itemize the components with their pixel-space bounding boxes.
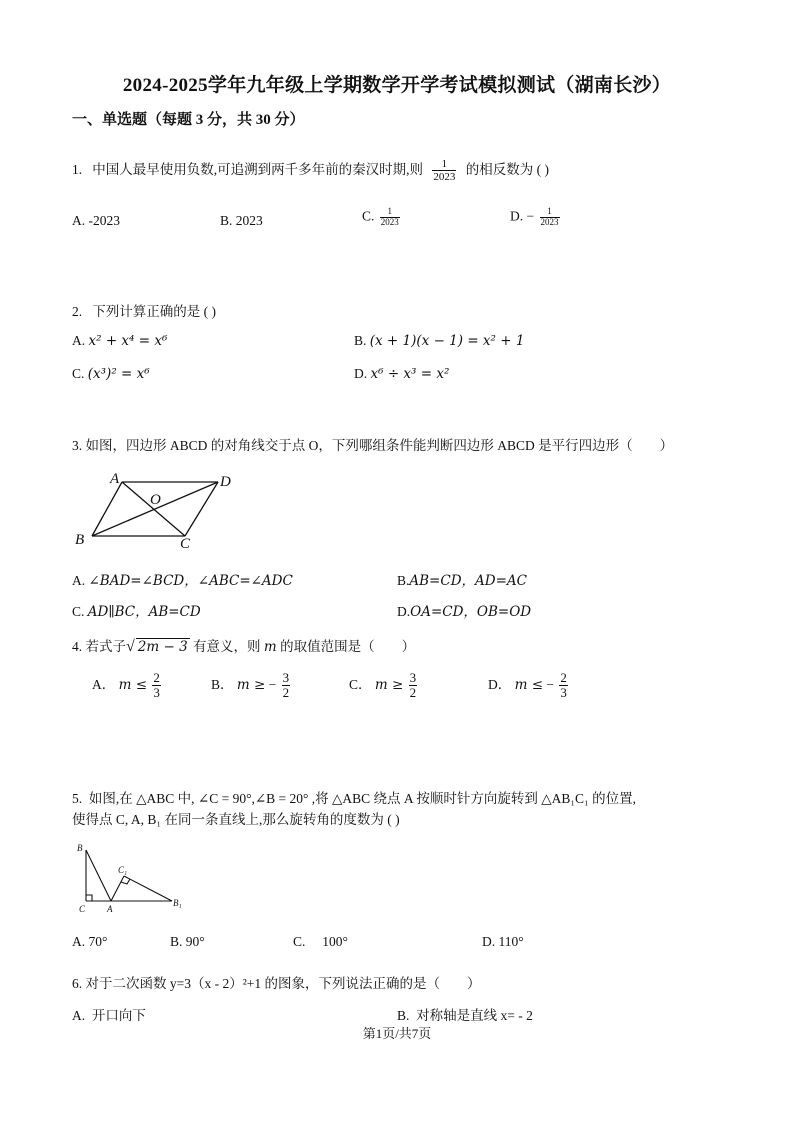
q1-frac-den: 2023 <box>433 171 456 184</box>
option-label: B． <box>211 676 234 692</box>
frac-num: 1 <box>540 207 560 218</box>
frac-den: 3 <box>560 685 567 701</box>
option-value: -2023 <box>88 213 120 228</box>
question-6 <box>72 972 481 992</box>
frac-den: 2023 <box>540 216 559 227</box>
option-label: A． <box>92 676 116 692</box>
option-value: 100° <box>322 934 348 949</box>
label-c1: C₁ <box>118 865 128 875</box>
edge-ab <box>86 850 111 901</box>
q1-option-c[interactable] <box>362 207 402 228</box>
option-label: C. <box>72 604 85 619</box>
q1-fraction <box>432 158 456 183</box>
option-sign: − <box>546 676 555 692</box>
page-number: 第1页/共7页 <box>362 1026 432 1041</box>
option-label: C. <box>72 366 85 381</box>
frac-num: 1 <box>380 207 400 218</box>
option-text: ∠BAD=∠BCD，∠ABC=∠ADC <box>88 573 293 589</box>
edge-cd <box>185 482 218 536</box>
edge-c1b1 <box>124 876 172 901</box>
q3-parallelogram-figure <box>70 466 245 551</box>
frac-num: 2 <box>560 670 567 685</box>
q4-option-a[interactable] <box>92 671 163 701</box>
q6-option-a[interactable] <box>72 1004 146 1024</box>
option-label: B. <box>220 213 233 228</box>
q3-number: 3. <box>72 438 83 453</box>
option-fraction <box>409 671 418 701</box>
option-value: 2023 <box>235 213 263 228</box>
diagonal-bd <box>92 482 218 536</box>
right-angle-mark-c <box>86 895 92 901</box>
option-label: D. <box>482 934 496 949</box>
option-text: AD∥BC，AB=CD <box>87 604 201 620</box>
option-label: D. <box>354 366 368 381</box>
option-fraction <box>559 671 568 701</box>
option-fraction <box>282 671 291 701</box>
option-fraction <box>540 207 560 228</box>
q5-text-line-2: 使得点 C, A, B₁ 在同一条直线上,那么旋转角的度数为 ( ) <box>72 812 400 827</box>
option-label: B. <box>170 934 183 949</box>
q4-text-after: 有意义，则 <box>193 639 261 654</box>
q2-option-b[interactable] <box>354 333 524 349</box>
q2-option-c[interactable] <box>72 366 150 382</box>
q1-option-a[interactable] <box>72 213 120 229</box>
question-5-line-2 <box>72 808 400 828</box>
q4-option-d[interactable] <box>488 671 570 701</box>
q2-option-d[interactable] <box>354 366 449 382</box>
q5-option-c[interactable] <box>293 934 348 950</box>
option-lhs: m ≥ <box>236 676 266 693</box>
frac-den: 3 <box>153 685 160 701</box>
q5-text-line-1: 如图,在 △ABC 中, ∠C = 90°,∠B = 20° ,将 △ABC 绕点 A 按顺时针方向旋转到 △AB₁C₁ 的位置, <box>88 791 636 806</box>
q3-option-d[interactable] <box>397 600 531 620</box>
label-b: B <box>75 532 85 548</box>
option-expr: (x + 1)(x − 1) = x² + 1 <box>369 333 525 349</box>
q4-text-end: 的取值范围是（ ） <box>280 639 416 654</box>
q2-option-a[interactable] <box>72 333 167 349</box>
option-value: 90° <box>185 934 205 949</box>
option-text: OA=CD，OB=OD <box>410 604 532 620</box>
option-text: AB=CD，AD=AC <box>409 573 527 589</box>
frac-num: 2 <box>153 670 160 685</box>
option-label: D． <box>488 676 512 692</box>
option-text: 对称轴是直线 x= - 2 <box>416 1008 533 1023</box>
q2-paren: ( ) <box>203 304 216 319</box>
q1-text-after: 的相反数为 <box>465 162 534 177</box>
q1-text-before: 中国人最早使用负数,可追溯到两千多年前的秦汉时期,则 <box>92 162 423 177</box>
question-4 <box>72 635 415 656</box>
q3-option-b[interactable] <box>397 569 527 589</box>
label-a: A <box>110 471 120 487</box>
q6-number: 6. <box>72 976 83 991</box>
option-sign: − <box>526 208 535 224</box>
question-1 <box>72 158 549 184</box>
option-text: 开口向下 <box>91 1008 146 1023</box>
page-title: 2024-2025学年九年级上学期数学开学考试模拟测试（湖南长沙） <box>122 75 672 96</box>
q4-var: m <box>263 639 277 655</box>
label-c: C <box>180 536 191 551</box>
q6-text: 对于二次函数 y=3（x - 2）²+1 的图象，下列说法正确的是（ ） <box>85 976 481 991</box>
q5-option-d[interactable] <box>482 934 524 950</box>
option-lhs: m ≤ <box>514 676 544 693</box>
option-fraction <box>380 207 400 228</box>
option-label: B. <box>397 573 410 588</box>
option-value: 70° <box>88 934 108 949</box>
option-label: C. <box>362 208 375 224</box>
option-expr: x⁶ ÷ x³ = x² <box>370 366 450 382</box>
q5-option-b[interactable] <box>170 934 205 950</box>
option-fraction <box>152 671 161 701</box>
option-label: A. <box>72 333 86 348</box>
label-o: O <box>150 492 161 508</box>
q2-text: 下列计算正确的是 <box>92 304 201 319</box>
q3-option-a[interactable] <box>72 569 293 589</box>
q1-option-b[interactable] <box>220 213 263 229</box>
frac-den: 2 <box>282 685 290 701</box>
question-5-line-1 <box>72 787 636 807</box>
option-sign: − <box>268 676 277 692</box>
section-heading: 一、单选题（每题 3 分，共 30 分） <box>72 112 305 128</box>
frac-num: 3 <box>409 670 417 685</box>
q1-number: 1. <box>72 162 83 177</box>
q4-option-b[interactable] <box>211 671 292 701</box>
option-label: B. <box>354 333 367 348</box>
question-3 <box>72 434 673 454</box>
option-expr: x² + x⁴ = x⁶ <box>88 333 168 349</box>
question-2 <box>72 300 216 320</box>
label-a: A <box>107 904 113 914</box>
frac-den: 2023 <box>380 216 399 227</box>
option-label: A. <box>72 573 86 588</box>
q5-number: 5. <box>72 791 83 806</box>
q4-text-before: 若式子 <box>85 639 126 654</box>
frac-num: 3 <box>282 670 290 685</box>
sqrt-icon: √ <box>126 638 135 655</box>
option-value: 110° <box>498 934 524 949</box>
q4-option-c[interactable] <box>349 671 419 701</box>
q1-option-d[interactable] <box>510 207 562 228</box>
q3-text: 如图，四边形 ABCD 的对角线交于点 O，下列哪组条件能判断四边形 ABCD 是平行四边形（ ） <box>85 438 674 453</box>
edge-ab <box>92 482 122 536</box>
label-b1: B₁ <box>173 898 182 908</box>
label-b: B <box>77 843 83 853</box>
q1-frac-num: 1 <box>432 158 456 171</box>
q4-radicand: 2m − 3 <box>137 639 188 655</box>
option-lhs: m ≥ <box>374 676 404 693</box>
frac-den: 2 <box>409 685 417 701</box>
option-label: B. <box>397 1008 410 1023</box>
option-lhs: m ≤ <box>118 676 148 693</box>
q5-triangle-figure <box>70 838 195 918</box>
option-label: C． <box>349 676 372 692</box>
q2-number: 2. <box>72 304 83 319</box>
option-label: D. <box>397 604 411 619</box>
q6-option-b[interactable] <box>397 1004 533 1024</box>
label-c: C <box>79 904 86 914</box>
option-expr: (x³)² = x⁶ <box>87 366 150 382</box>
option-label: A. <box>72 213 86 228</box>
option-label: C. <box>293 934 306 949</box>
option-label: A. <box>72 934 86 949</box>
q3-option-c[interactable] <box>72 600 201 620</box>
q5-option-a[interactable] <box>72 934 107 950</box>
label-d: D <box>220 474 231 490</box>
option-label: D. <box>510 208 524 224</box>
option-label: A. <box>72 1008 86 1023</box>
q1-paren: ( ) <box>536 162 549 177</box>
q4-number: 4. <box>72 639 83 654</box>
edge-ac1 <box>111 876 124 901</box>
